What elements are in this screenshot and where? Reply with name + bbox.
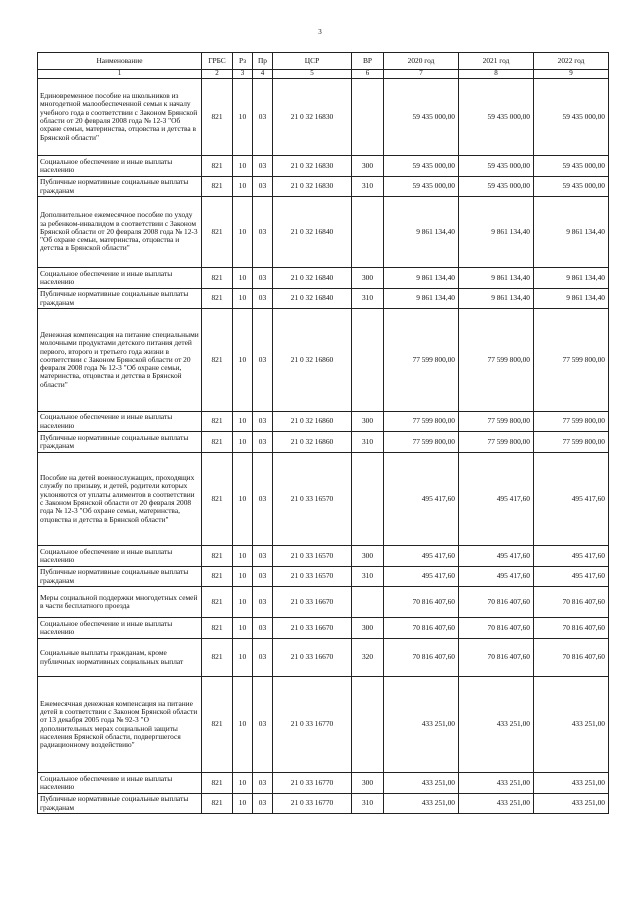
row-csr: 21 0 32 16860	[273, 432, 352, 453]
row-name: Социальное обеспечение и иные выплаты населению	[38, 618, 202, 639]
column-number: 1	[38, 70, 202, 79]
table-row	[38, 567, 609, 587]
row-pr: 03	[253, 412, 273, 432]
row-amount-2020: 433 251,00	[384, 794, 459, 814]
row-pr: 03	[253, 289, 273, 309]
row-name: Единовременное пособие на школьников из многодетной малообеспеченной семьи к началу учебного года в соответствии с Законом Брянской области от 20 февраля 2008 года № 12-3 "Об охране семьи, материнства, отцовства и детства в Брянской области"	[38, 79, 202, 156]
row-pr: 03	[253, 587, 273, 618]
row-amount-2022: 433 251,00	[534, 677, 609, 773]
row-pr: 03	[253, 177, 273, 197]
row-pr: 03	[253, 677, 273, 773]
row-rz: 10	[233, 268, 253, 289]
table-row	[38, 773, 609, 794]
row-vr: 320	[352, 639, 384, 677]
row-name: Пособие на детей военнослужащих, проходящих службу по призыву, и детей, родители которых уклоняются от уплаты алиментов в соответствии с Законом Брянской области от 20 февраля 2008 года № 12-3 "Об охране семьи, материнства, отцовства и детства в Брянской области"	[38, 453, 202, 546]
row-amount-2022: 59 435 000,00	[534, 156, 609, 177]
budget-table	[37, 52, 609, 814]
table-row	[38, 177, 609, 197]
row-grbs: 821	[202, 567, 233, 587]
row-rz: 10	[233, 587, 253, 618]
table-row	[38, 453, 609, 546]
row-vr	[352, 197, 384, 268]
row-rz: 10	[233, 289, 253, 309]
row-name: Публичные нормативные социальные выплаты гражданам	[38, 567, 202, 587]
row-pr: 03	[253, 639, 273, 677]
row-csr: 21 0 32 16860	[273, 412, 352, 432]
row-amount-2021: 495 417,60	[459, 567, 534, 587]
row-vr: 300	[352, 546, 384, 567]
row-rz: 10	[233, 794, 253, 814]
row-name: Меры социальной поддержки многодетных семей в части бесплатного проезда	[38, 587, 202, 618]
row-amount-2022: 9 861 134,40	[534, 197, 609, 268]
row-amount-2021: 77 599 800,00	[459, 309, 534, 412]
header-grbs: ГРБС	[202, 53, 233, 70]
row-amount-2022: 59 435 000,00	[534, 177, 609, 197]
row-grbs: 821	[202, 773, 233, 794]
table-row	[38, 197, 609, 268]
row-amount-2022: 495 417,60	[534, 453, 609, 546]
row-pr: 03	[253, 156, 273, 177]
table-row	[38, 412, 609, 432]
column-number: 8	[459, 70, 534, 79]
row-csr: 21 0 32 16840	[273, 268, 352, 289]
table-row	[38, 639, 609, 677]
column-number: 6	[352, 70, 384, 79]
column-number-row	[38, 70, 609, 79]
row-amount-2022: 495 417,60	[534, 546, 609, 567]
row-grbs: 821	[202, 453, 233, 546]
row-amount-2021: 77 599 800,00	[459, 412, 534, 432]
row-name: Дополнительное ежемесячное пособие по уходу за ребенком-инвалидом в соответствии с Законом Брянской области от 20 февраля 2008 года № 12-3 "Об охране семьи, материнства, отцовства и детства в Брянской области"	[38, 197, 202, 268]
row-amount-2021: 433 251,00	[459, 677, 534, 773]
row-amount-2022: 70 816 407,60	[534, 618, 609, 639]
column-number: 3	[233, 70, 253, 79]
row-name: Социальное обеспечение и иные выплаты населению	[38, 268, 202, 289]
row-rz: 10	[233, 79, 253, 156]
row-amount-2022: 9 861 134,40	[534, 268, 609, 289]
row-amount-2021: 59 435 000,00	[459, 79, 534, 156]
row-amount-2021: 70 816 407,60	[459, 639, 534, 677]
row-pr: 03	[253, 197, 273, 268]
row-csr: 21 0 33 16770	[273, 677, 352, 773]
table-row	[38, 309, 609, 412]
row-amount-2021: 77 599 800,00	[459, 432, 534, 453]
row-amount-2020: 495 417,60	[384, 453, 459, 546]
row-amount-2022: 77 599 800,00	[534, 309, 609, 412]
header-rz: Рз	[233, 53, 253, 70]
row-name: Публичные нормативные социальные выплаты гражданам	[38, 794, 202, 814]
row-vr	[352, 587, 384, 618]
row-amount-2022: 77 599 800,00	[534, 432, 609, 453]
row-csr: 21 0 32 16830	[273, 156, 352, 177]
row-amount-2020: 9 861 134,40	[384, 289, 459, 309]
header-2021: 2021 год	[459, 53, 534, 70]
row-name: Публичные нормативные социальные выплаты гражданам	[38, 432, 202, 453]
row-amount-2020: 70 816 407,60	[384, 587, 459, 618]
row-amount-2022: 433 251,00	[534, 794, 609, 814]
row-rz: 10	[233, 197, 253, 268]
row-rz: 10	[233, 156, 253, 177]
table-row	[38, 546, 609, 567]
row-grbs: 821	[202, 412, 233, 432]
table-row	[38, 677, 609, 773]
row-vr: 300	[352, 773, 384, 794]
row-rz: 10	[233, 453, 253, 546]
row-vr	[352, 309, 384, 412]
row-pr: 03	[253, 309, 273, 412]
header-csr: ЦСР	[273, 53, 352, 70]
row-csr: 21 0 32 16840	[273, 197, 352, 268]
table-row	[38, 79, 609, 156]
header-name: Наименование	[38, 53, 202, 70]
row-amount-2021: 70 816 407,60	[459, 587, 534, 618]
header-row	[38, 53, 609, 70]
row-csr: 21 0 33 16770	[273, 794, 352, 814]
row-csr: 21 0 33 16570	[273, 546, 352, 567]
header-2020: 2020 год	[384, 53, 459, 70]
table-row	[38, 618, 609, 639]
row-grbs: 821	[202, 677, 233, 773]
row-amount-2022: 70 816 407,60	[534, 587, 609, 618]
row-amount-2020: 77 599 800,00	[384, 412, 459, 432]
row-amount-2021: 9 861 134,40	[459, 289, 534, 309]
row-amount-2022: 70 816 407,60	[534, 639, 609, 677]
row-pr: 03	[253, 567, 273, 587]
row-csr: 21 0 32 16830	[273, 177, 352, 197]
table-row	[38, 289, 609, 309]
row-grbs: 821	[202, 432, 233, 453]
row-vr: 300	[352, 268, 384, 289]
row-grbs: 821	[202, 289, 233, 309]
row-rz: 10	[233, 773, 253, 794]
row-rz: 10	[233, 677, 253, 773]
row-amount-2020: 59 435 000,00	[384, 79, 459, 156]
row-grbs: 821	[202, 309, 233, 412]
row-pr: 03	[253, 618, 273, 639]
row-pr: 03	[253, 432, 273, 453]
row-grbs: 821	[202, 794, 233, 814]
row-amount-2021: 59 435 000,00	[459, 177, 534, 197]
row-name: Социальное обеспечение и иные выплаты населению	[38, 546, 202, 567]
row-csr: 21 0 33 16670	[273, 618, 352, 639]
row-csr: 21 0 32 16860	[273, 309, 352, 412]
column-number: 7	[384, 70, 459, 79]
row-amount-2021: 9 861 134,40	[459, 197, 534, 268]
column-number: 4	[253, 70, 273, 79]
row-csr: 21 0 33 16570	[273, 453, 352, 546]
row-rz: 10	[233, 639, 253, 677]
row-amount-2020: 59 435 000,00	[384, 177, 459, 197]
row-vr: 310	[352, 567, 384, 587]
row-pr: 03	[253, 79, 273, 156]
row-grbs: 821	[202, 197, 233, 268]
row-amount-2020: 495 417,60	[384, 546, 459, 567]
row-rz: 10	[233, 546, 253, 567]
row-amount-2022: 59 435 000,00	[534, 79, 609, 156]
row-csr: 21 0 33 16570	[273, 567, 352, 587]
row-pr: 03	[253, 546, 273, 567]
row-name: Социальные выплаты гражданам, кроме публичных нормативных социальных выплат	[38, 639, 202, 677]
column-number: 5	[273, 70, 352, 79]
row-amount-2021: 9 861 134,40	[459, 268, 534, 289]
row-amount-2020: 9 861 134,40	[384, 197, 459, 268]
row-grbs: 821	[202, 639, 233, 677]
row-vr	[352, 453, 384, 546]
row-csr: 21 0 33 16670	[273, 587, 352, 618]
row-amount-2020: 70 816 407,60	[384, 639, 459, 677]
header-pr: Пр	[253, 53, 273, 70]
row-csr: 21 0 32 16830	[273, 79, 352, 156]
row-name: Социальное обеспечение и иные выплаты населению	[38, 773, 202, 794]
row-csr: 21 0 33 16770	[273, 773, 352, 794]
row-grbs: 821	[202, 546, 233, 567]
column-number: 9	[534, 70, 609, 79]
row-amount-2020: 59 435 000,00	[384, 156, 459, 177]
row-amount-2021: 495 417,60	[459, 453, 534, 546]
row-name: Публичные нормативные социальные выплаты гражданам	[38, 289, 202, 309]
row-name: Ежемесячная денежная компенсация на питание детей в соответствии с Законом Брянской области от 13 декабря 2005 года № 92-3 "О дополнительных мерах социальной защиты населения Брянской области, подвергшегося радиационному воздействию"	[38, 677, 202, 773]
row-grbs: 821	[202, 156, 233, 177]
row-amount-2021: 433 251,00	[459, 773, 534, 794]
row-name: Социальное обеспечение и иные выплаты населению	[38, 412, 202, 432]
table-body	[38, 79, 609, 814]
row-rz: 10	[233, 309, 253, 412]
row-grbs: 821	[202, 587, 233, 618]
header-vr: ВР	[352, 53, 384, 70]
row-pr: 03	[253, 453, 273, 546]
table-row	[38, 432, 609, 453]
row-amount-2022: 495 417,60	[534, 567, 609, 587]
row-amount-2022: 77 599 800,00	[534, 412, 609, 432]
row-amount-2021: 495 417,60	[459, 546, 534, 567]
row-rz: 10	[233, 618, 253, 639]
row-vr: 310	[352, 177, 384, 197]
table-row	[38, 156, 609, 177]
row-grbs: 821	[202, 618, 233, 639]
row-vr: 310	[352, 432, 384, 453]
row-rz: 10	[233, 177, 253, 197]
row-amount-2020: 70 816 407,60	[384, 618, 459, 639]
row-csr: 21 0 33 16670	[273, 639, 352, 677]
row-name: Денежная компенсация на питание специальными молочными продуктами детского питания детей первого, второго и третьего года жизни в соответствии с Законом Брянской области от 20 февраля 2008 года № 12-3 "Об охране семьи, материнства, отцовства и детства в Брянской области"	[38, 309, 202, 412]
row-amount-2021: 59 435 000,00	[459, 156, 534, 177]
row-amount-2020: 77 599 800,00	[384, 309, 459, 412]
row-pr: 03	[253, 794, 273, 814]
row-grbs: 821	[202, 268, 233, 289]
row-amount-2020: 9 861 134,40	[384, 268, 459, 289]
row-amount-2022: 433 251,00	[534, 773, 609, 794]
row-name: Публичные нормативные социальные выплаты гражданам	[38, 177, 202, 197]
row-vr: 310	[352, 794, 384, 814]
row-amount-2020: 433 251,00	[384, 773, 459, 794]
row-vr: 300	[352, 618, 384, 639]
row-vr: 300	[352, 156, 384, 177]
row-vr	[352, 79, 384, 156]
row-rz: 10	[233, 412, 253, 432]
row-pr: 03	[253, 773, 273, 794]
table-row	[38, 587, 609, 618]
table-row	[38, 794, 609, 814]
row-amount-2020: 433 251,00	[384, 677, 459, 773]
column-number: 2	[202, 70, 233, 79]
table-row	[38, 268, 609, 289]
row-vr: 310	[352, 289, 384, 309]
page-number: 3	[318, 28, 322, 36]
row-name: Социальное обеспечение и иные выплаты населению	[38, 156, 202, 177]
header-2022: 2022 год	[534, 53, 609, 70]
row-rz: 10	[233, 567, 253, 587]
row-amount-2020: 77 599 800,00	[384, 432, 459, 453]
row-amount-2021: 70 816 407,60	[459, 618, 534, 639]
row-vr	[352, 677, 384, 773]
row-pr: 03	[253, 268, 273, 289]
row-amount-2021: 433 251,00	[459, 794, 534, 814]
row-rz: 10	[233, 432, 253, 453]
row-amount-2022: 9 861 134,40	[534, 289, 609, 309]
row-grbs: 821	[202, 79, 233, 156]
row-amount-2020: 495 417,60	[384, 567, 459, 587]
row-grbs: 821	[202, 177, 233, 197]
row-csr: 21 0 32 16840	[273, 289, 352, 309]
row-vr: 300	[352, 412, 384, 432]
